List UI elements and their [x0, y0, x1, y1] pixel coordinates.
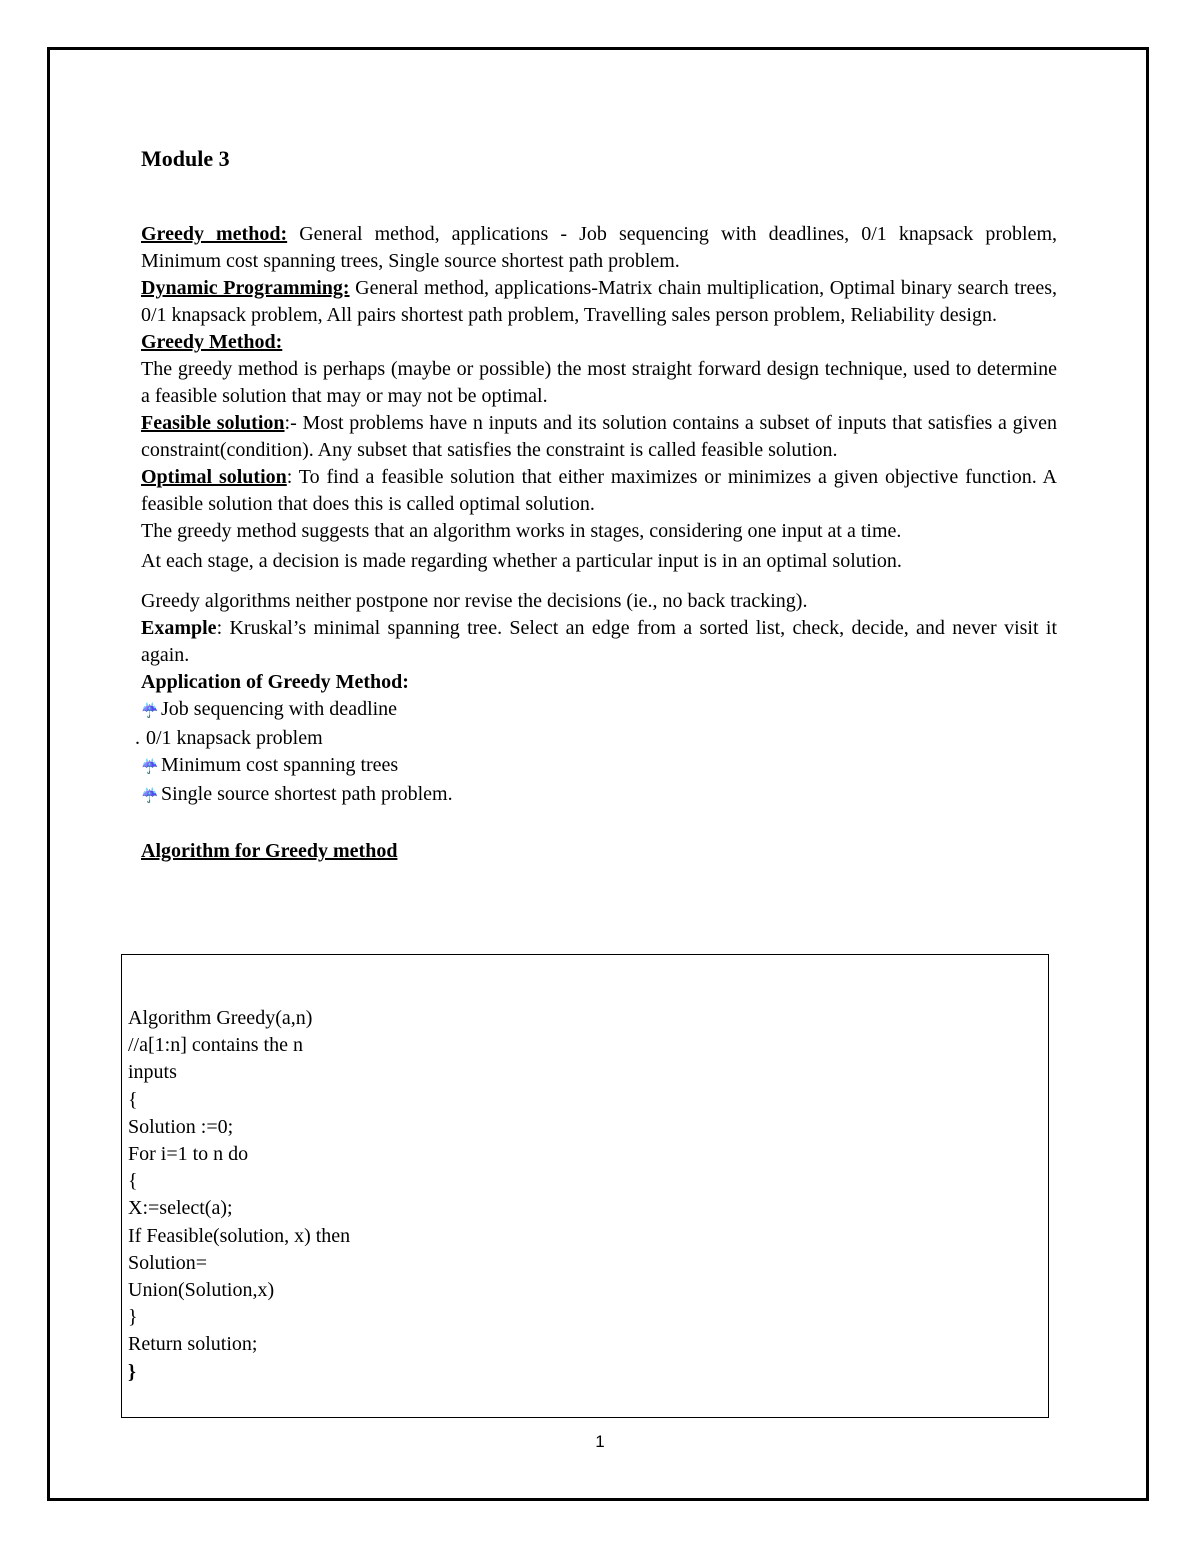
dot-bullet-icon: .: [135, 727, 140, 749]
list-item: ☔ Job sequencing with deadline: [141, 696, 1057, 725]
code-line: {: [128, 1170, 138, 1193]
algorithm-box: [121, 954, 1049, 1418]
stages-sentence-1: The greedy method suggests that an algorithm works in stages, considering one input at a time.: [141, 520, 902, 542]
feasible-solution-definition: [141, 410, 1057, 464]
code-line: Union(Solution,x): [128, 1279, 275, 1302]
code-line: Solution :=0;: [128, 1115, 234, 1138]
umbrella-bullet-icon: ☔: [141, 704, 159, 719]
algorithm-heading: Algorithm for Greedy method: [141, 840, 398, 862]
module-title: Module 3: [141, 146, 230, 171]
umbrella-bullet-icon: ☔: [141, 789, 159, 804]
no-backtracking-sentence: Greedy algorithms neither postpone nor revise the decisions (ie., no back tracking).: [141, 590, 808, 612]
stages-sentence-2: At each stage, a decision is made regarding whether a particular input is in an optimal solution.: [141, 550, 902, 572]
dynamic-programming-text: General method, applications-Matrix chain multiplication, Optimal binary search trees, 0/1 knapsack problem, All pairs shortest path problem, Travelling sales person problem, Reliability design.: [141, 277, 1057, 326]
code-line: X:=select(a);: [128, 1197, 233, 1220]
feasible-solution-text: :- Most problems have n inputs and its solution contains a subset of inputs that satisfies a given constraint(condition). Any subset that satisfies the constraint is called feasible solution.: [141, 412, 1058, 461]
umbrella-bullet-icon: ☔: [141, 760, 159, 775]
feasible-solution-label: Feasible solution: [141, 412, 285, 434]
applications-heading: Application of Greedy Method:: [141, 671, 409, 693]
code-line: Return solution;: [128, 1333, 258, 1356]
document-body: [135, 141, 1058, 865]
example-paragraph: [141, 615, 1057, 669]
list-item: . 0/1 knapsack problem: [141, 725, 1057, 752]
code-line: //a[1:n] contains the n: [128, 1034, 303, 1057]
syllabus-dp: [141, 275, 1057, 329]
code-line: For i=1 to n do: [128, 1143, 249, 1166]
example-label: Example: [141, 617, 217, 639]
greedy-method-text: General method, applications - Job sequencing with deadlines, 0/1 knapsack problem, Minimum cost spanning trees, Single source shortest path problem.: [141, 223, 1057, 272]
code-line: }: [128, 1360, 136, 1383]
code-line: {: [128, 1088, 138, 1111]
example-text: : Kruskal’s minimal spanning tree. Select an edge from a sorted list, check, decide, and never visit it again.: [141, 617, 1057, 666]
algorithm-code: [128, 1005, 350, 1386]
list-item: ☔ Minimum cost spanning trees: [141, 752, 1057, 781]
code-line: If Feasible(solution, x) then: [128, 1224, 351, 1247]
optimal-solution-label: Optimal solution: [141, 466, 287, 488]
code-line: }: [128, 1306, 138, 1329]
code-line: Solution=: [128, 1251, 208, 1274]
list-item: ☔ Single source shortest path problem.: [141, 781, 1057, 810]
optimal-solution-definition: [141, 464, 1057, 518]
syllabus-greedy: [141, 221, 1057, 275]
greedy-intro: The greedy method is perhaps (maybe or possible) the most straight forward design technique, used to determine a feasible solution that may or may not be optimal.: [141, 358, 1057, 407]
optimal-solution-text: : To find a feasible solution that either maximizes or minimizes a given objective function. A feasible solution that does this is called optimal solution.: [141, 466, 1057, 515]
code-line: Algorithm Greedy(a,n): [128, 1007, 313, 1029]
page-number: 1: [595, 1432, 605, 1451]
dynamic-programming-label: Dynamic Programming:: [141, 277, 350, 299]
greedy-method-label: Greedy method:: [141, 223, 288, 245]
code-line: inputs: [128, 1061, 177, 1084]
greedy-method-heading: Greedy Method:: [141, 331, 283, 353]
